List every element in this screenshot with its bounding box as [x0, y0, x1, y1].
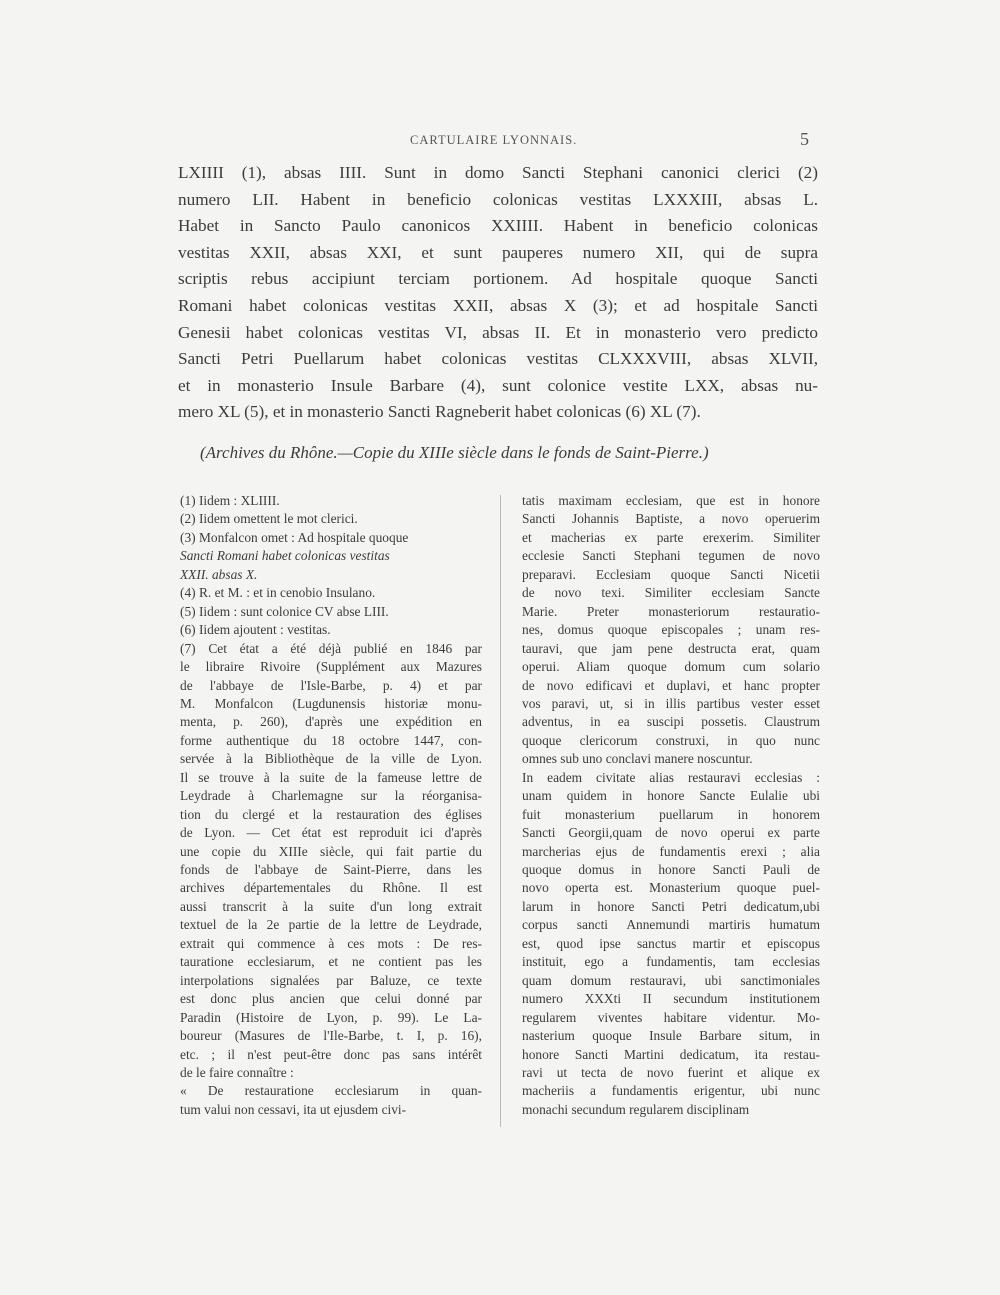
text-line: unam quidem in honore Sancte Eulalie ubi [522, 788, 820, 804]
text-line: LXIIII (1), absas IIII. Sunt in domo Sancti Stephani canonici clerici (2) [178, 163, 818, 182]
text-line: fuit monasterium puellarum in honorem [522, 806, 820, 822]
text-line: et in monasterio Insule Barbare (4), sunt colonice vestite LXX, absas nu- [178, 375, 818, 395]
text-line: interpolations signalées par Baluze, ce texte [180, 972, 482, 988]
text-line: Habet in Sancto Paulo canonicos XXIIII. Habent in beneficio colonicas [178, 216, 818, 236]
text-line: quam domum restauravi, ubi sanctimoniales [522, 972, 820, 988]
text-line: nes, domus quoque episcopales ; unam res- [522, 622, 820, 638]
text-line: regularem viventes habitare videntur. Mo- [522, 1009, 820, 1025]
text-line: Sancti Petri Puellarum habet colonicas vestitas CLXXXVIII, absas XLVII, [178, 349, 818, 369]
text-line: (2) Iidem omettent le mot clerici. [180, 511, 358, 527]
text-line: Leydrade à Charlemagne sur la réorganisa- [180, 788, 482, 804]
text-line: est donc plus ancien que celui donné par [180, 991, 482, 1007]
text-line: Genesii habet colonicas vestitas VI, absas II. Et in monasterio vero predicto [178, 322, 818, 342]
text-line: Il se trouve à la suite de la fameuse lettre de [180, 769, 482, 785]
text-line: (1) Iidem : XLIIII. [180, 493, 280, 508]
text-line: « De restauratione ecclesiarum in quan- [180, 1083, 482, 1099]
text-line: (5) Iidem : sunt colonice CV abse LIII. [180, 603, 389, 619]
text-line: fonds de l'abbaye de Saint-Pierre, dans les [180, 862, 482, 877]
text-line: Sancti Romani habet colonicas vestitas [180, 548, 390, 564]
text-line: scriptis rebus accipiunt terciam portionem. Ad hospitale quoque Sancti [178, 269, 818, 289]
text-line: tauravi, que jam pene destructa erat, quam [522, 640, 820, 656]
text-line: vestitas XXII, absas XXI, et sunt pauperes numero XII, qui de supra [178, 242, 818, 262]
text-line: Sancti Georgii,quam de novo operui ex parte [522, 825, 820, 841]
text-line: de novo edificavi et duplavi, et hanc propter [522, 677, 820, 693]
text-line: instituit, ego a fundamentis, tam ecclesias [522, 954, 820, 970]
text-line: M. Monfalcon (Lugdunensis historiæ monu- [180, 695, 482, 711]
text-line: In eadem civitate alias restauravi ecclesias : [522, 769, 820, 785]
text-line: (4) R. et M. : et in cenobio Insulano. [180, 585, 376, 601]
text-line: textuel de la 2e partie de la lettre de Leydrade, [180, 917, 482, 933]
text-line: vos paravi, ut, si in illis partibus vester esset [522, 695, 820, 711]
text-line: operui. Aliam quoque domum cum solario [522, 659, 820, 675]
text-line: tion du clergé et la restauration des églises [180, 806, 482, 822]
text-line: archives départementales du Rhône. Il est [180, 880, 482, 896]
text-line: ravi ut tecta de novo fuerint et alique ex [522, 1064, 820, 1080]
text-line: omnes sub uno conclavi manere noscuntur. [522, 751, 753, 767]
text-line: extrait qui commence à ces mots : De res- [180, 935, 482, 951]
text-line: larum in honore Sancti Petri dedicatum,ubi [522, 898, 820, 914]
text-line: preparavi. Ecclesiam quoque Sancti Nicetii [522, 566, 820, 582]
text-line: ecclesie Sancti Stephani tegumen de novo [522, 548, 820, 564]
text-line: tauratione ecclesiarum, et ne contient pas les [180, 954, 482, 970]
text-line: forme authentique du 18 octobre 1447, con- [180, 732, 482, 748]
text-line: une copie du XIIIe siècle, qui fait partie du [180, 843, 482, 859]
text-line: honore Sancti Martini dedicatum, ita restau- [522, 1046, 820, 1062]
text-line: Sancti Johannis Baptiste, a novo operuerim [522, 511, 820, 527]
text-line: XXII. absas X. [180, 566, 258, 582]
text-line: Marie. Preter monasteriorum restauratio- [522, 603, 820, 619]
text-line: (6) Iidem ajoutent : vestitas. [180, 622, 331, 638]
column-divider [500, 495, 501, 1127]
text-line: novo operta est. Monasterium quoque puel- [522, 880, 820, 896]
source-note: (Archives du Rhône.—Copie du XIIIe siècle dans le fonds de Saint-Pierre.) [200, 443, 709, 462]
text-line: tum valui non cessavi, ita ut ejusdem civi- [180, 1101, 407, 1117]
text-line: tatis maximam ecclesiam, que est in honore [522, 493, 820, 508]
text-line: mero XL (5), et in monasterio Sancti Ragneberit habet colonicas (6) XL (7). [178, 402, 701, 422]
text-line: Paradin (Histoire de Lyon, p. 99). Le La- [180, 1009, 482, 1025]
text-line: et macherias ex parte erexerim. Similiter [522, 529, 820, 545]
text-line: nasterium quoque Insule Barbare situm, in [522, 1028, 820, 1044]
text-line: servée à la Bibliothèque de la ville de Lyon. [180, 751, 482, 767]
text-line: monachi secundum regularem disciplinam [522, 1101, 750, 1117]
page-number: 5 [800, 129, 809, 149]
text-line: le libraire Rivoire (Supplément aux Mazures [180, 659, 482, 675]
text-line: macheriis a fundamentis erigentur, ubi nunc [522, 1083, 820, 1099]
text-line: (7) Cet état a été déjà publié en 1846 par [180, 640, 482, 656]
text-line: quoque domus in honore Sancti Pauli de [522, 862, 820, 877]
text-line: de le faire connaître : [180, 1064, 294, 1080]
text-line: etc. ; il n'est peut-être donc pas sans intérêt [180, 1046, 482, 1062]
text-line: menta, p. 260), d'après une expédition en [180, 714, 482, 730]
text-line: numero XXXti II secundum institutionem [522, 991, 820, 1007]
text-line: de novo texi. Similiter ecclesiam Sancte [522, 585, 820, 601]
text-line: (3) Monfalcon omet : Ad hospitale quoque [180, 529, 409, 545]
running-head: CARTULAIRE LYONNAIS. [410, 133, 578, 147]
text-line: de l'abbaye de l'Isle-Barbe, p. 4) et par [180, 677, 482, 693]
text-line: est, quod ipse sanctus martir et episcopus [522, 935, 820, 951]
text-line: de Lyon. — Cet état est reproduit ici d'après [180, 825, 482, 841]
text-line: marcherias ejus de fundamentis erexi ; alia [522, 843, 820, 859]
text-line: corpus sancti Annemundi martiris humatum [522, 917, 820, 933]
text-line: quoque clericorum construxi, in quo nunc [522, 732, 820, 748]
text-line: Romani habet colonicas vestitas XXII, absas X (3); et ad hospitale Sancti [178, 296, 818, 315]
text-line: adventus, in ea suscipi possetis. Claustrum [522, 714, 820, 730]
text-line: numero LII. Habent in beneficio colonicas vestitas LXXXIII, absas L. [178, 189, 818, 209]
text-line: boureur (Masures de l'Ile-Barbe, t. I, p. 16), [180, 1028, 482, 1044]
text-line: aussi transcrit à la suite d'un long extrait [180, 898, 482, 914]
